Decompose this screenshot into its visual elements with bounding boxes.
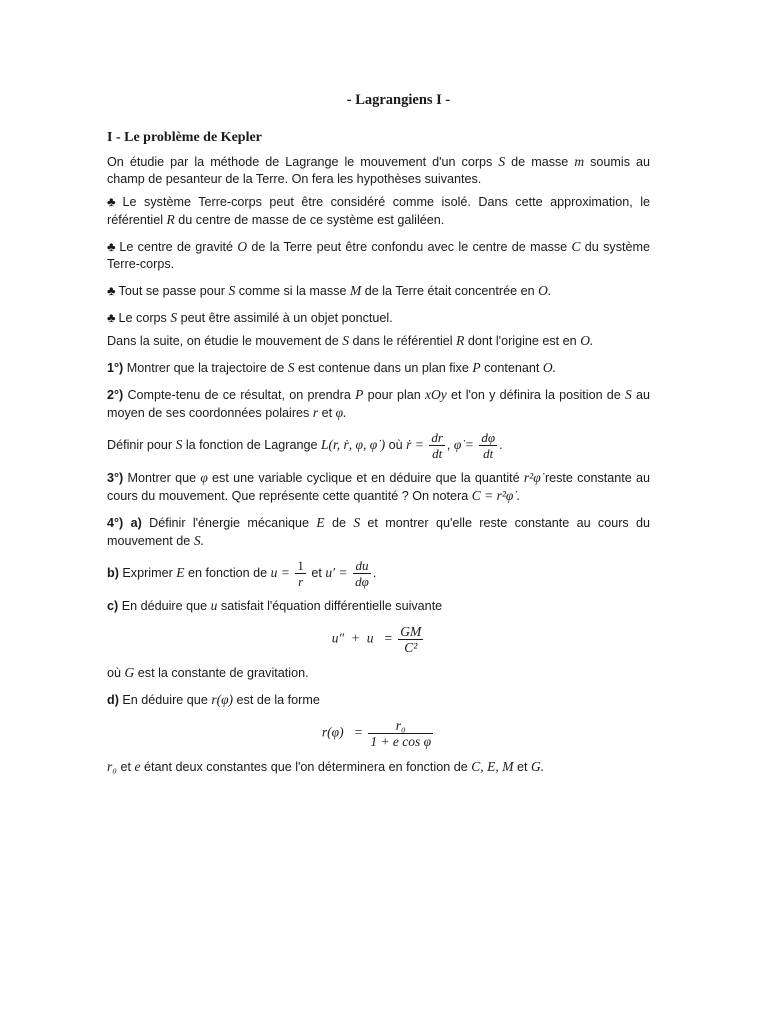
constants-note: r₀ et e étant deux constantes que l'on déterminera en fonction de C, E, M et G. bbox=[107, 759, 545, 774]
question-4d: d) En déduire que r(φ) est de la forme bbox=[107, 692, 320, 707]
question-1: 1°) Montrer que la trajectoire de S est contenue dans un plan fixe P contenant O. bbox=[107, 360, 557, 375]
fraction-dphi-dt: $\frac{d\varphi}{dt}$ bbox=[481, 430, 496, 461]
intro-paragraph: On étudie par la méthode de Lagrange le mouvement d'un corps S de masse m soumis au champ de pesanteur de la Terre. On fera les hypothèses suivantes. bbox=[107, 154, 651, 186]
equation-trajectory: r(φ) = $\frac{\text{r₀}}{\text{1 + e cos φ}}$ bbox=[321, 718, 432, 749]
club-icon: ♣ bbox=[107, 239, 117, 254]
hypothesis-2: ♣ Le centre de gravité O de la Terre peut être confondu avec le centre de masse C du système Terre-corps. bbox=[107, 239, 650, 271]
page-title: - Lagrangiens I - bbox=[346, 92, 451, 108]
document-page bbox=[107, 92, 650, 781]
hypothesis-1: ♣ Le système Terre-corps peut être considéré comme isolé. Dans cette approximation, le référentiel R du centre de masse de ce système est galiléen. bbox=[107, 194, 651, 227]
fraction-r0-conic: $\frac{\text{r₀}}{\text{1 + e cos φ}}$ bbox=[370, 718, 432, 749]
hypothesis-3: ♣ Tout se passe pour S comme si la masse M de la Terre était concentrée en O. bbox=[107, 283, 552, 298]
club-icon: ♣ bbox=[107, 310, 116, 325]
section-title: I - Le problème de Kepler bbox=[107, 130, 262, 145]
fraction-gm-c2: $\frac{GM}{\text{C²}}$ bbox=[400, 624, 422, 655]
gravitation-note: où G est la constante de gravitation. bbox=[107, 665, 309, 680]
question-4c: c) En déduire que u satisfait l'équation différentielle suivante bbox=[107, 598, 443, 613]
club-icon: ♣ bbox=[107, 283, 116, 298]
suite-paragraph: Dans la suite, on étudie le mouvement de S dans le référentiel R dont l'origine est en O. bbox=[107, 333, 594, 348]
equation-differential: u″ + u = $\frac{GM}{\text{C²}}$ bbox=[331, 624, 422, 655]
fraction-1-r: $\frac{1}{r}$ bbox=[297, 558, 304, 589]
question-2: 2°) Compte-tenu de ce résultat, on prendra P pour plan xOy et l'on y définira la position de S au moyen de ses coordonnées polaires r et φ. bbox=[107, 387, 651, 420]
lagrangian-definition: Définir pour S la fonction de Lagrange L(r, ṙ, φ, φ̇ ) où ṙ = $\frac{dr}{dt}$ , φ̇ = $\frac{d\varphi}{dt}$ . bbox=[107, 430, 503, 461]
hypothesis-4: ♣ Le corps S peut être assimilé à un objet ponctuel. bbox=[107, 310, 393, 325]
fraction-dr-dt: $\frac{dr}{dt}$ bbox=[431, 430, 443, 461]
fraction-du-dphi: $\frac{du}{d\varphi}$ bbox=[355, 558, 369, 589]
question-4a: 4°) a) Définir l'énergie mécanique E de S et montrer qu'elle reste constante au cours du mouvement de S. bbox=[107, 515, 651, 548]
question-3: 3°) Montrer que φ est une variable cyclique et en déduire que la quantité r²φ̇ reste constante au cours du mouvement. Que représente cette quantité ? On notera C = r²φ̇ . bbox=[107, 470, 651, 503]
club-icon: ♣ bbox=[107, 194, 120, 209]
question-4b: b) Exprimer E en fonction de u = $\frac{1}{r}$ et u′ = $\frac{du}{d\varphi}$ . bbox=[107, 558, 377, 589]
